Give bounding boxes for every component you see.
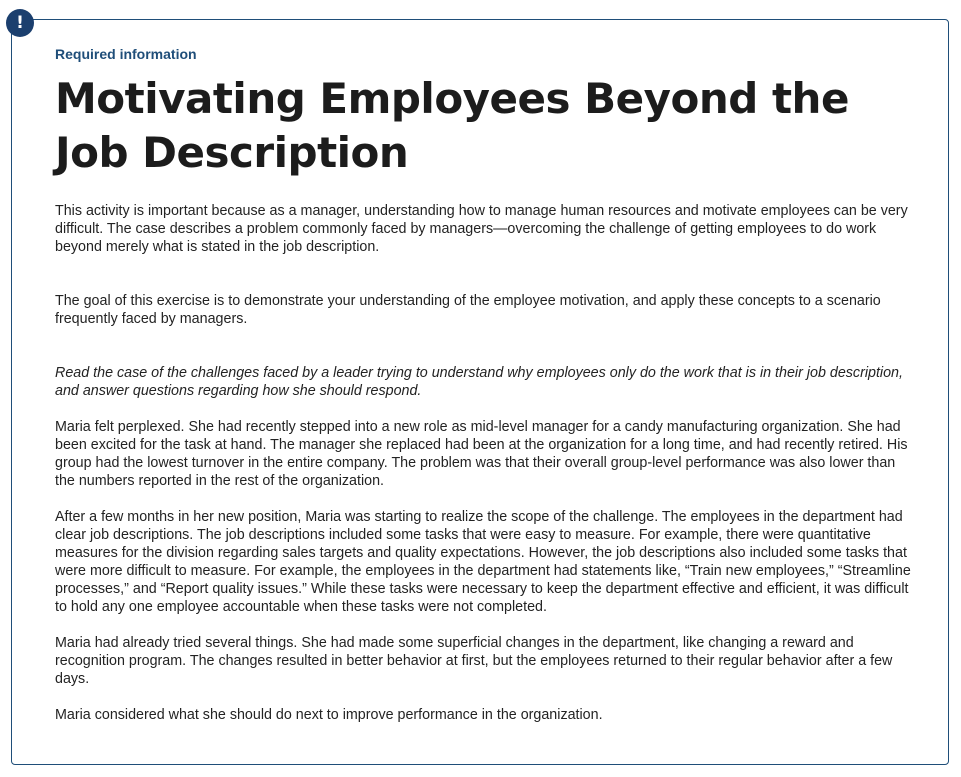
case-paragraph-2: After a few months in her new position, Maria was starting to realize the scope of the challenge. The employees in the department had clear job descriptions. The job descriptions included some tasks that were easy to measure. For example, there were quantitative measures for the division regarding sales targets and quality expectations. However, the job descriptions also included some tasks that were more difficult to measure. For example, the employees in the department had statements like, “Train new employees,” “Streamline processes,” and “Report quality issues.” While these tasks were necessary to keep the department effective and efficient, it was difficult to hold any one employee accountable when these tasks were not completed. — [55, 509, 911, 615]
case-paragraph-1: Maria felt perplexed. She had recently stepped into a new role as mid-level manager for a candy manufacturing organization. She had been excited for the task at hand. The manager she replaced had been at the organization for a long time, and had recently retired. His group had the lowest turnover in the entire company. The problem was that their overall group-level performance was also lower than the numbers reported in the rest of the organization. — [55, 419, 908, 489]
card-content — [55, 44, 917, 724]
case-paragraph-3: Maria had already tried several things. She had made some superficial changes in the department, like changing a reward and recognition program. The changes resulted in better behavior at first, but the employees returned to their regular behavior after a few days. — [55, 635, 893, 687]
case-paragraph-4: Maria considered what she should do next to improve performance in the organization. — [55, 707, 603, 723]
alert-icon: ! — [6, 9, 34, 37]
required-information-card — [11, 19, 949, 765]
page-title: Motivating Employees Beyond the Job Description — [55, 74, 849, 177]
intro-paragraph: This activity is important because as a manager, understanding how to manage human resources and motivate employees can be very difficult. The case describes a problem commonly faced by managers—overcoming the challenge of getting employees to do work beyond merely what is stated in the job description. — [55, 203, 908, 255]
instructions-paragraph: Read the case of the challenges faced by a leader trying to understand why employees only do the work that is in their job description, and answer questions regarding how she should respond. — [55, 365, 903, 399]
goal-paragraph: The goal of this exercise is to demonstrate your understanding of the employee motivation, and apply these concepts to a scenario frequently faced by managers. — [55, 293, 881, 327]
section-label: Required information — [55, 46, 197, 62]
